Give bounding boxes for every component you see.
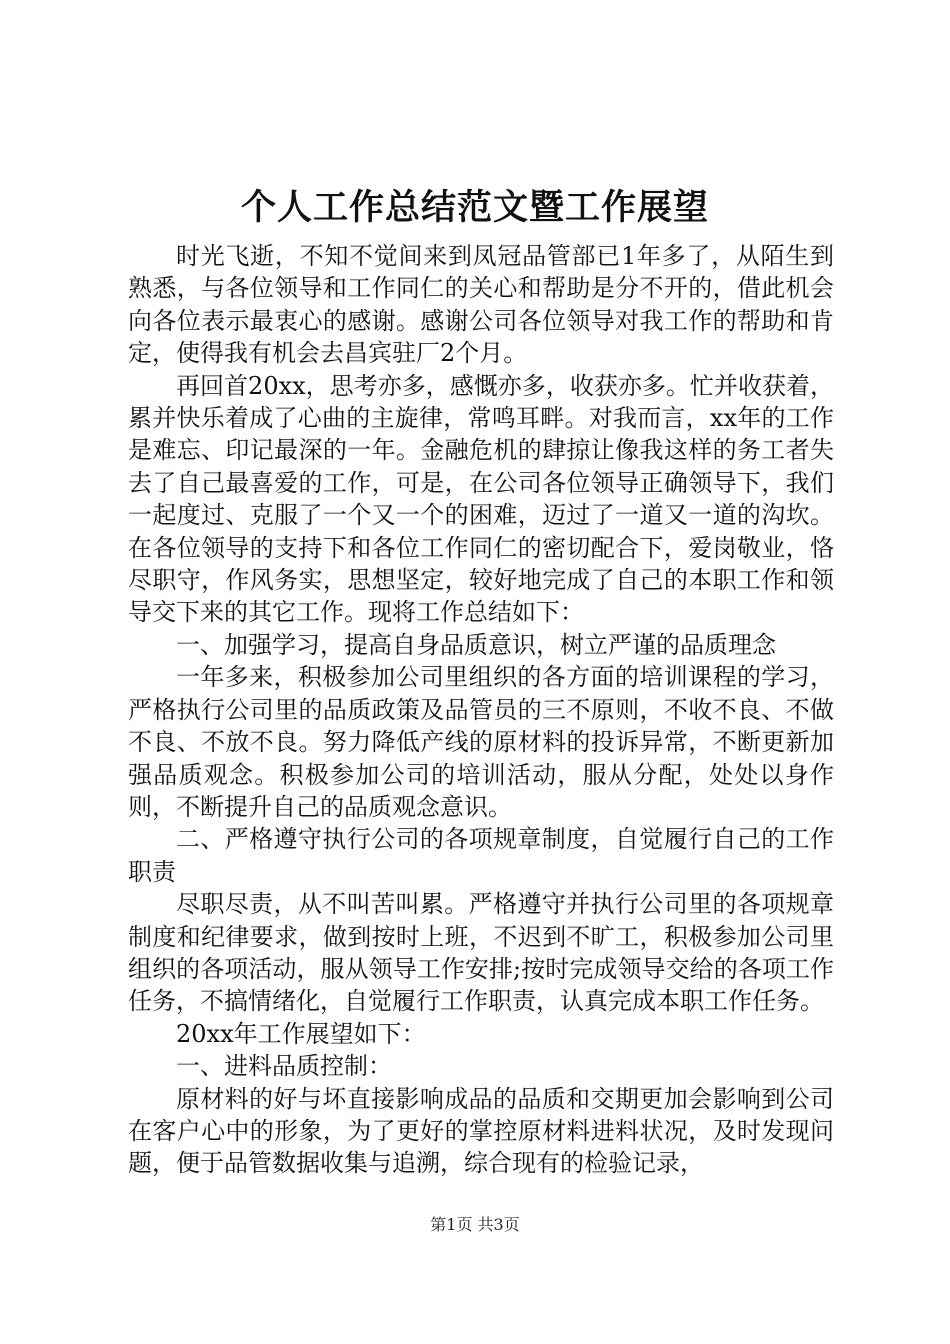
paragraph-intro: 时光飞逝，不知不觉间来到凤冠品管部已1年多了，从陌生到熟悉，与各位领导和工作同仁的关心和帮助是分不开的，借此机会向各位表示最衷心的感谢。感谢公司各位领导对我工作的帮助和肯定，使得我有机会去昌宾驻厂2个月。 [128, 242, 834, 368]
document-body [128, 240, 834, 1180]
paragraph-duty: 尽职尽责，从不叫苦叫累。严格遵守并执行公司里的各项规章制度和纪律要求，做到按时上班，不迟到不旷工，积极参加公司里组织的各项活动，服从领导工作安排;按时完成领导交给的各项工作任务，不搞情绪化，自觉履行工作职责，认真完成本职工作任务。 [128, 890, 834, 1016]
document-title: 个人工作总结范文暨工作展望 [240, 187, 709, 228]
outlook-item-1-heading: 一、进料品质控制： [176, 1052, 392, 1081]
section-heading-1: 一、加强学习，提高自身品质意识，树立严谨的品质理念 [176, 630, 776, 659]
outlook-heading: 20xx年工作展望如下： [176, 1019, 426, 1048]
page-number-footer: 第1页 共3页 [430, 1215, 520, 1234]
paragraph-review: 再回首20xx，思考亦多，感慨亦多，收获亦多。忙并收获着，累并快乐着成了心曲的主旋律，常鸣耳畔。对我而言，xx年的工作是难忘、印记最深的一年。金融危机的肆掠让像我这样的务工者失去了自己最喜爱的工作，可是，在公司各位领导正确领导下，我们一起度过、克服了一个又一个的困难，迈过了一道又一道的沟坎。在各位领导的支持下和各位工作同仁的密切配合下，爱岗敬业，恪尽职守，作风务实，思想坚定，较好地完成了自己的本职工作和领导交下来的其它工作。现将工作总结如下： [128, 371, 834, 627]
section-heading-2: 二、严格遵守执行公司的各项规章制度，自觉履行自己的工作职责 [128, 825, 834, 886]
paragraph-study: 一年多来，积极参加公司里组织的各方面的培训课程的学习，严格执行公司里的品质政策及品管员的三不原则，不收不良、不做不良、不放不良。努力降低产线的原材料的投诉异常，不断更新加强品质观念。积极参加公司的培训活动，服从分配，处处以身作则，不断提升自己的品质观念意识。 [128, 663, 834, 821]
paragraph-incoming-quality: 原材料的好与坏直接影响成品的品质和交期更加会影响到公司在客户心中的形象，为了更好的掌控原材料进料状况，及时发现问题，便于品管数据收集与追溯，综合现有的检验记录， [128, 1084, 834, 1178]
